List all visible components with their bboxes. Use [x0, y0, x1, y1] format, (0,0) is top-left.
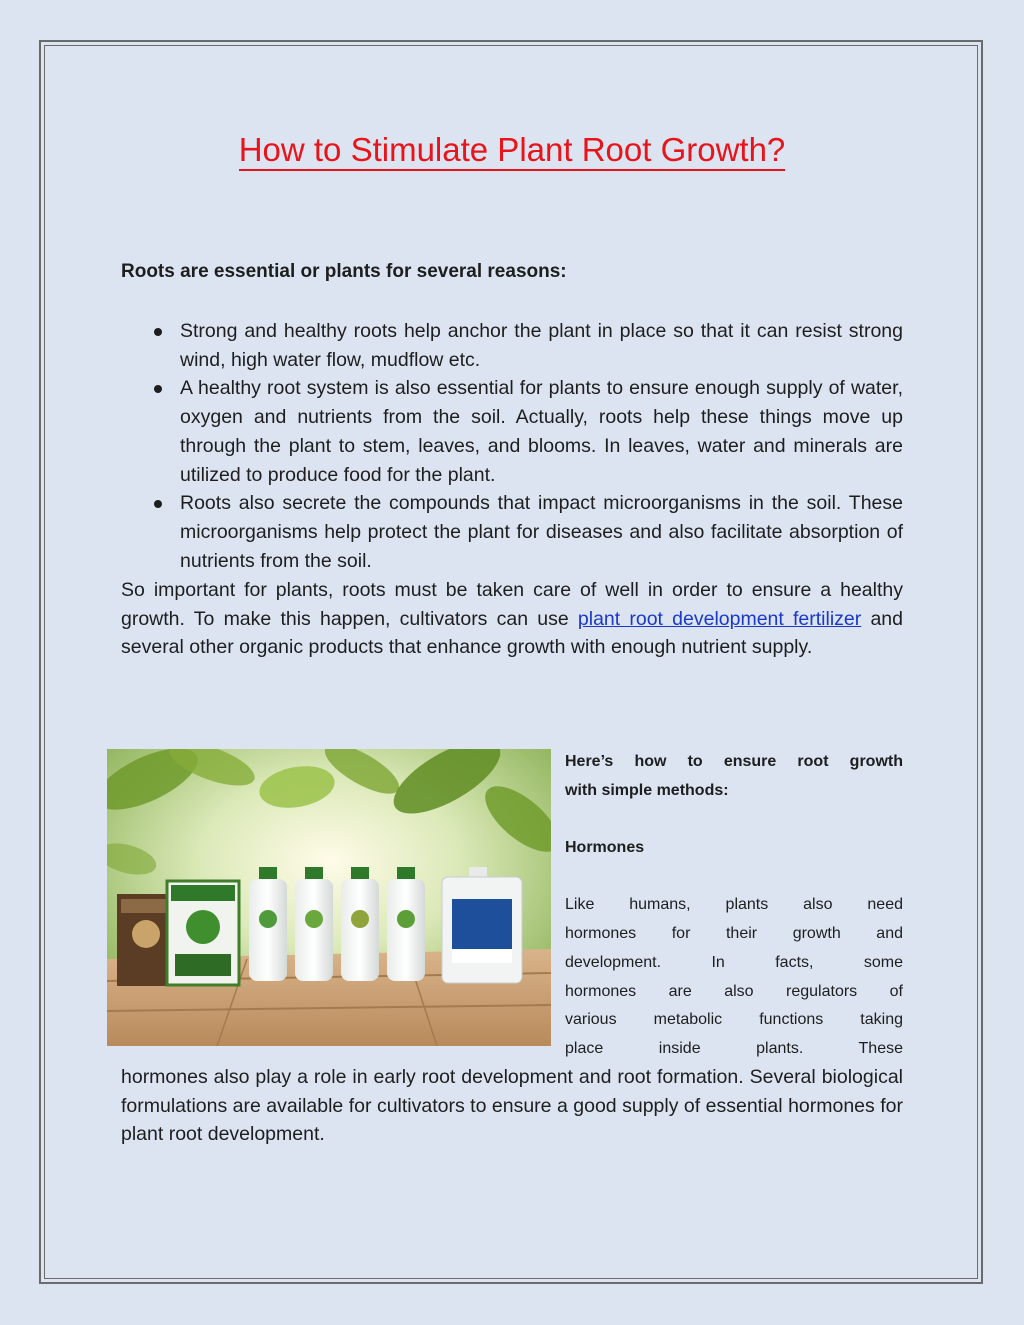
methods-heading-line: Here’s how to ensure root growth	[565, 753, 903, 770]
bottle-icon	[341, 867, 379, 981]
paragraph-line: development. In facts, some	[565, 953, 903, 971]
product-photo	[107, 749, 551, 1046]
page-title	[121, 128, 903, 172]
importance-paragraph	[121, 576, 903, 662]
bottle-icon	[295, 867, 333, 981]
list-item	[121, 489, 903, 575]
product-photo-illustration	[107, 749, 551, 1046]
hormones-heading: Hormones	[565, 839, 645, 857]
paragraph-text: and several other organic products that enhance growth with enough nutrient supply.	[121, 607, 903, 659]
list-item-text: Strong and healthy roots help anchor the plant in place so that it can resist strong wind, high water flow, mudflow etc.	[180, 320, 903, 371]
list-item-text: Roots also secrete the compounds that impact microorganisms in the soil. These microorganisms help protect the plant for diseases and also facilitate absorption of nutrients from the soil.	[180, 492, 903, 572]
list-item	[121, 317, 903, 374]
hormones-paragraph-tail: hormones also play a role in early root development and root formation. Several biological formulations are available for cultivators to ensure a good supply of essential hormones for plant root development.	[121, 1066, 903, 1146]
page-title-text: How to Stimulate Plant Root Growth?	[239, 131, 786, 171]
intro-heading: Roots are essential or plants for several reasons:	[121, 261, 567, 282]
methods-heading-line: with simple methods:	[565, 781, 729, 799]
methods-column	[565, 748, 903, 1064]
fertilizer-link[interactable]: plant root development fertilizer	[577, 607, 862, 630]
paragraph-line: place inside plants. These	[565, 1039, 903, 1057]
hormones-paragraph-start	[565, 891, 903, 1063]
list-item	[121, 374, 903, 489]
bullet-icon	[154, 328, 162, 336]
jug-icon	[442, 867, 522, 983]
bottle-icon	[387, 867, 425, 981]
reasons-list	[121, 317, 903, 575]
paragraph-line: Like humans, plants also need	[565, 896, 903, 914]
paragraph-line: hormones are also regulators of	[565, 982, 903, 1000]
bullet-icon	[154, 385, 162, 393]
paragraph-line: hormones for their growth and	[565, 925, 903, 943]
paragraph-line: various metabolic functions taking	[565, 1011, 903, 1029]
paragraph-text: So important for plants, roots must be taken care of well in order to ensure a healthy growth. To make this happen, cultivators can use	[121, 579, 903, 630]
list-item-text: A healthy root system is also essential for plants to ensure enough supply of water, oxygen and nutrients from the soil. Actually, roots help these things move up through the plant to stem, leaves, and blooms. In leaves, water and minerals are utilized to produce food for the plant.	[180, 377, 903, 486]
bottle-icon	[249, 867, 287, 981]
bullet-icon	[154, 500, 162, 508]
